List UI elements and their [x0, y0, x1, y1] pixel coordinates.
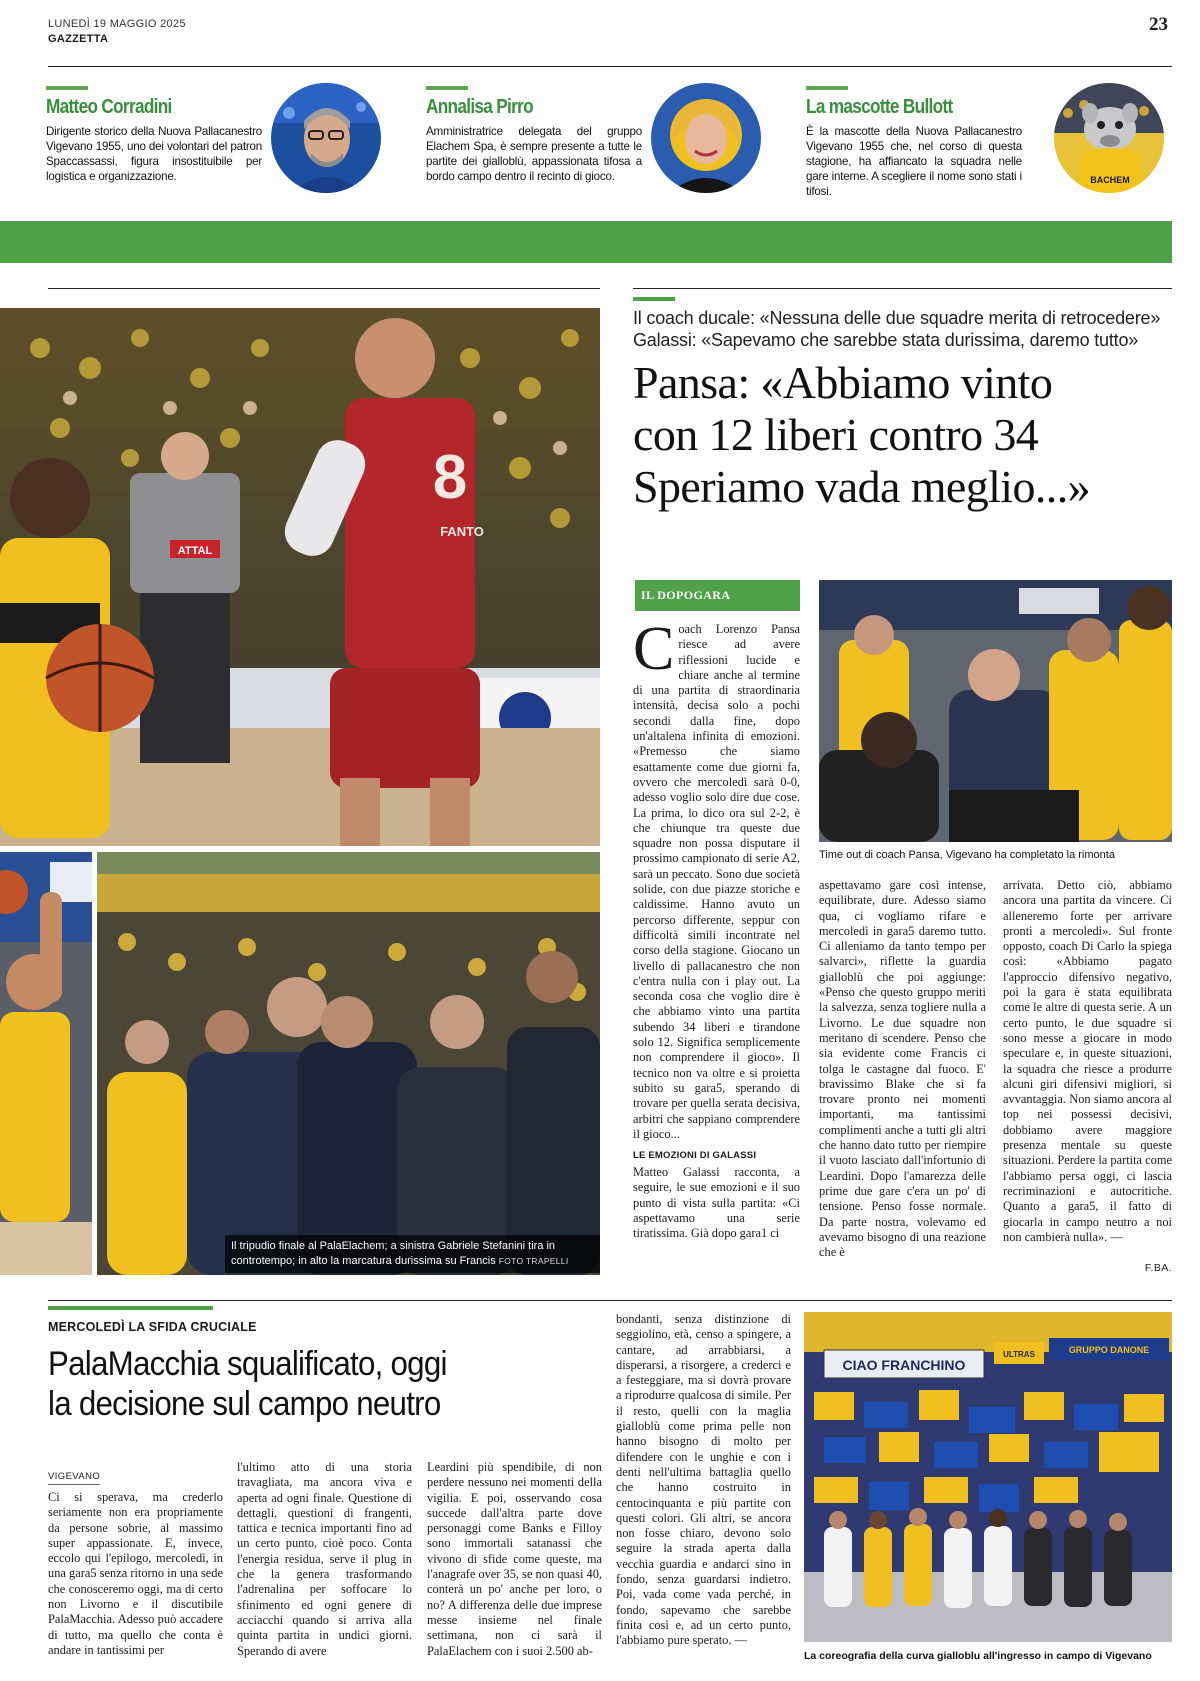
article-column-3 [1003, 878, 1172, 1245]
lower-col1-text: Ci si sperava, ma crederlo seriamente non era propriamente da persone sobrie, al massimo super appassionate. E, invece, eccolo qui l'epilogo, mercoledì, in una gara5 senza ritorno in una sede che conosceremo oggi, ma di certo non Livorno e il discutibile PalaMacchia. Adesso può accadere di tutto, ma quello che conta è andare in tantissimi per [48, 1490, 223, 1657]
profile-corradini [46, 86, 262, 184]
article-column-1 [633, 615, 800, 1242]
dateline: VIGEVANO [48, 1471, 100, 1485]
jersey-number: 8 [432, 443, 468, 512]
section-rule-left [48, 288, 600, 289]
kicker-pansa: Il coach ducale: «Nessuna delle due squadre merita di retrocedere» [633, 308, 1161, 328]
profile-accent-bar [806, 86, 848, 90]
banner-ciao-franchino: CIAO FRANCHINO [842, 1357, 966, 1373]
header-rule [48, 66, 1172, 67]
avatar-corradini [271, 83, 381, 193]
page-number: 23 [1149, 14, 1168, 35]
lower-kicker: MERCOLEDÌ LA SFIDA CRUCIALE [48, 1320, 257, 1334]
photo-credit: FOTO TRAPELLI [498, 1256, 569, 1266]
caption-celebration [225, 1235, 600, 1273]
profile-text: Dirigente storico della Nuova Pallacanestro Vigevano 1955, uno dei volontari del patron Spaccassassi, figura insostituibile per logistica e organizzazione. [46, 125, 262, 183]
article-col2-text: aspettavamo gare così intense, equilibrate, dure. Adesso siamo qua, ci vogliamo rifare e mercoledì in gara5 daremo tutto. Ci alleniamo da tanto tempo per salvarci», riflette la guardia gialloblù che poi aggiunge: «Penso che questo gruppo meriti la salvezza, senza togliere nulla a Livorno. Le due squadre non meritano di scendere. Penso che sia evidente come Francis ci tolga le castagne dal fuoco. E' bravissimo Blake che si fa trovare pronto nei momenti importanti, ma tantissimi complimenti anche a tutti gli altri che hanno dato tutto per riempire il vuoto lasciato dall'infortunio di Leardini. Dopo l'amarezza delle prime due gare c'era un po' di tensione. Penso fosse normale. Da parte nostra, volevamo ed avevamo bisogno di una reazione che è [819, 878, 986, 1260]
caption-curva: La coreografia della curva gialloblu all'ingresso in campo di Vigevano [804, 1650, 1152, 1662]
headline-accent-bar [633, 297, 675, 301]
profile-accent-bar [46, 86, 88, 90]
lower-section-rule [48, 1300, 1172, 1301]
article-col3-text: arrivata. Detto ciò, abbiamo ancora una partita da vincere. Ci alleneremo forte per arrivare pronti a mercoledì». Sul fronte opposto, coach Di Carlo la spiega così: «Abbiamo pagato l'approccio difensivo negativo, poi la gara è stata equilibrata come le altre di questa serie. A un certo punto, le due squadre si sono messe a giocare in modo speculare e, in queste situazioni, la squadra che riesce a produrre alcuni giri difensivi migliori, si avvantaggia. Non siamo ancora al top nei possessi decisivi, dobbiamo avere maggiore presenza mentale su queste situazioni. Perdere la partita come l'abbiamo persa oggi, ci lascia recriminazioni e autocritiche. Quanto a gara5, il fatto di giocarla in campo neutro a noi non cambierà nulla». — [1003, 878, 1172, 1244]
profile-bullott [806, 86, 1022, 199]
avatar-pirro [651, 83, 761, 193]
avatar-mascot [1054, 83, 1164, 193]
lower-accent-bar [48, 1306, 213, 1310]
issue-date: LUNEDÌ 19 MAGGIO 2025 [48, 18, 186, 30]
green-band [0, 221, 1172, 263]
profile-accent-bar [426, 86, 468, 90]
jersey-name: FANTO [440, 524, 484, 539]
referee-sponsor: ATTAL [177, 545, 213, 557]
article-col1-text-2: Matteo Galassi racconta, a seguire, le sue emozioni e il suo punto di vista sulla partita: «Ci aspettavamo una serie tiratissima. Già dopo gara1 ci [633, 1165, 800, 1241]
lower-column-1 [48, 1490, 223, 1658]
lower-col2-text: l'ultimo atto di una storia travagliata, ma ancora viva e aperta ad ogni finale. Questione di dettagli, questioni di frangenti, tattica e tecnica importanti fino ad un certo punto, cioè poco. Conta l'energia residua, serve il plug in che la genera trasformando l'adrenalina per soffocare lo sfinimento ed ogni genere di acciacchi quando si arriva alla quinta partita in undici giorni. Sperando di avere [237, 1460, 412, 1658]
lower-headline [48, 1344, 447, 1424]
section-tag-dopogara: IL DOPOGARA [635, 580, 800, 611]
article-col1-text: oach Lorenzo Pansa riesce ad avere riflessioni lucide e chiare anche al termine di una partita di straordinaria intensità, decisa solo a pochi secondi dalla fine, dopo un'altalena infinita di emozioni. «Premesso che siamo esattamente come due giorni fa, ovvero che mercoledì sarà 0-0, adesso voglio solo dire due cose. La prima, lo dico ora sul 2-2, è che chiunque tra queste due squadre non possa disputare il prossimo campionato di serie A2, sarà un peccato. Sono due società solide, con due piazze storiche e caldissime. Hanno avuto un percorso differente, seppur con difficoltà simili incontrate nel corso della stagione. Giocano un livello di pallacanestro che non c'entra nulla con i play out. La seconda cosa che voglio dire è che abbiamo vinto una partita subendo 34 liberi e tirandone solo 12. Significa semplicemente non comprendere il gioco». Il tecnico non va oltre e si proietta subito su gara5, sperando di trovare per quella serata decisiva, arbitri che sappiano comprendere il gioco... [633, 622, 800, 1141]
lower-column-4 [616, 1312, 791, 1649]
lower-column-2 [237, 1460, 412, 1659]
main-headline-line: Pansa: «Abbiamo vinto [633, 357, 1053, 408]
subhead-galassi: LE EMOZIONI DI GALASSI [633, 1150, 757, 1162]
dropcap: C [633, 615, 675, 683]
photo-fantoma-francis [0, 308, 600, 846]
caption-timeout: Time out di coach Pansa, Vigevano ha completato la rimonta [819, 849, 1115, 861]
profile-name: Matteo Corradini [46, 96, 172, 118]
photo-timeout [819, 580, 1172, 842]
banner-gruppo-danone: GRUPPO DANONE [1068, 1345, 1150, 1355]
profile-text: Amministratrice delegata del gruppo Elachem Spa, è sempre presente a tutte le partite dei gialloblù, appassionata tifosa a bordo campo dentro il recinto di gioco. [426, 125, 642, 183]
main-headline [633, 357, 1173, 513]
profile-text: È la mascotte della Nuova Pallacanestro Vigevano 1955 che, nel corso di questa stagione, ha affiancato la squadra nelle gare interne. A scegliere il nome sono stati i tifosi. [806, 125, 1022, 198]
banner-ultras: ULTRAS [1003, 1350, 1035, 1359]
lower-column-3 [427, 1460, 602, 1659]
newspaper-name: GAZZETTA [48, 33, 109, 45]
kicker-galassi: Galassi: «Sapevamo che sarebbe stata durissima, daremo tutto» [633, 330, 1139, 350]
lower-headline-line: PalaMacchia squalificato, oggi [48, 1345, 447, 1383]
lower-col3-text: Leardini più spendibile, di non perdere nessuno nei momenti della vigilia. E poi, osservando cosa succede dall'altra parte dove personaggi come Banks e Filloy sono immortali satanassi che vivono di sfide come queste, ma l'anagrafe over 35, se non quasi 40, conterà un po' anche per loro, o no? A differenza delle due imprese messe insieme nel finale settimana, non ci sarà il PalaElachem con i suoi 2.500 ab- [427, 1460, 602, 1658]
photo-curva [804, 1312, 1172, 1642]
profile-name: La mascotte Bullott [806, 96, 953, 118]
lower-col4-text: bondanti, senza distinzione di seggiolino, età, censo a spingere, a cantare, ad arrabbiarsi, a disperarsi, a risorgere, a crederci e a festeggiare, ma si dovrà provare a riprodurre qualcosa di simile. Per il resto, quelli con la maglia gialloblù come prima pelle non hanno bisogno di molto per difendere con le unghie e con i denti nell'ultima battaglia quello che hanno costruito in centocinquanta e più partite con questi colori. Gli altri, se ancora non fosse chiaro, devono solo seguire la strada aperta dalla vecchia guardia e andarci sino in fondo, senza guardarsi indietro. Poi, vada come vada perché, in fondo, sapevamo che sarebbe finita così e, ad un certo punto, l'abbiamo pure sperato. — [616, 1312, 791, 1648]
photo-stefanini [0, 852, 92, 1275]
profile-name: Annalisa Pirro [426, 96, 533, 118]
mascot-shirt-text: BACHEM [1090, 175, 1130, 185]
lower-headline-line: la decisione sul campo neutro [48, 1385, 441, 1423]
main-headline-line: con 12 liberi contro 34 [633, 409, 1039, 460]
profile-pirro [426, 86, 642, 184]
main-headline-line: Speriamo vada meglio...» [633, 461, 1090, 512]
author-signature: F.BA. [1144, 1262, 1172, 1274]
caption-celebration-text: Il tripudio finale al PalaElachem; a sinistra Gabriele Stefanini tira in controtempo; in alto la marcatura durissima su Francis [231, 1240, 556, 1267]
photo-celebration [97, 852, 600, 1275]
article-column-2 [819, 878, 986, 1260]
dateline-wrap [48, 1466, 100, 1485]
section-rule-right [633, 288, 1172, 289]
